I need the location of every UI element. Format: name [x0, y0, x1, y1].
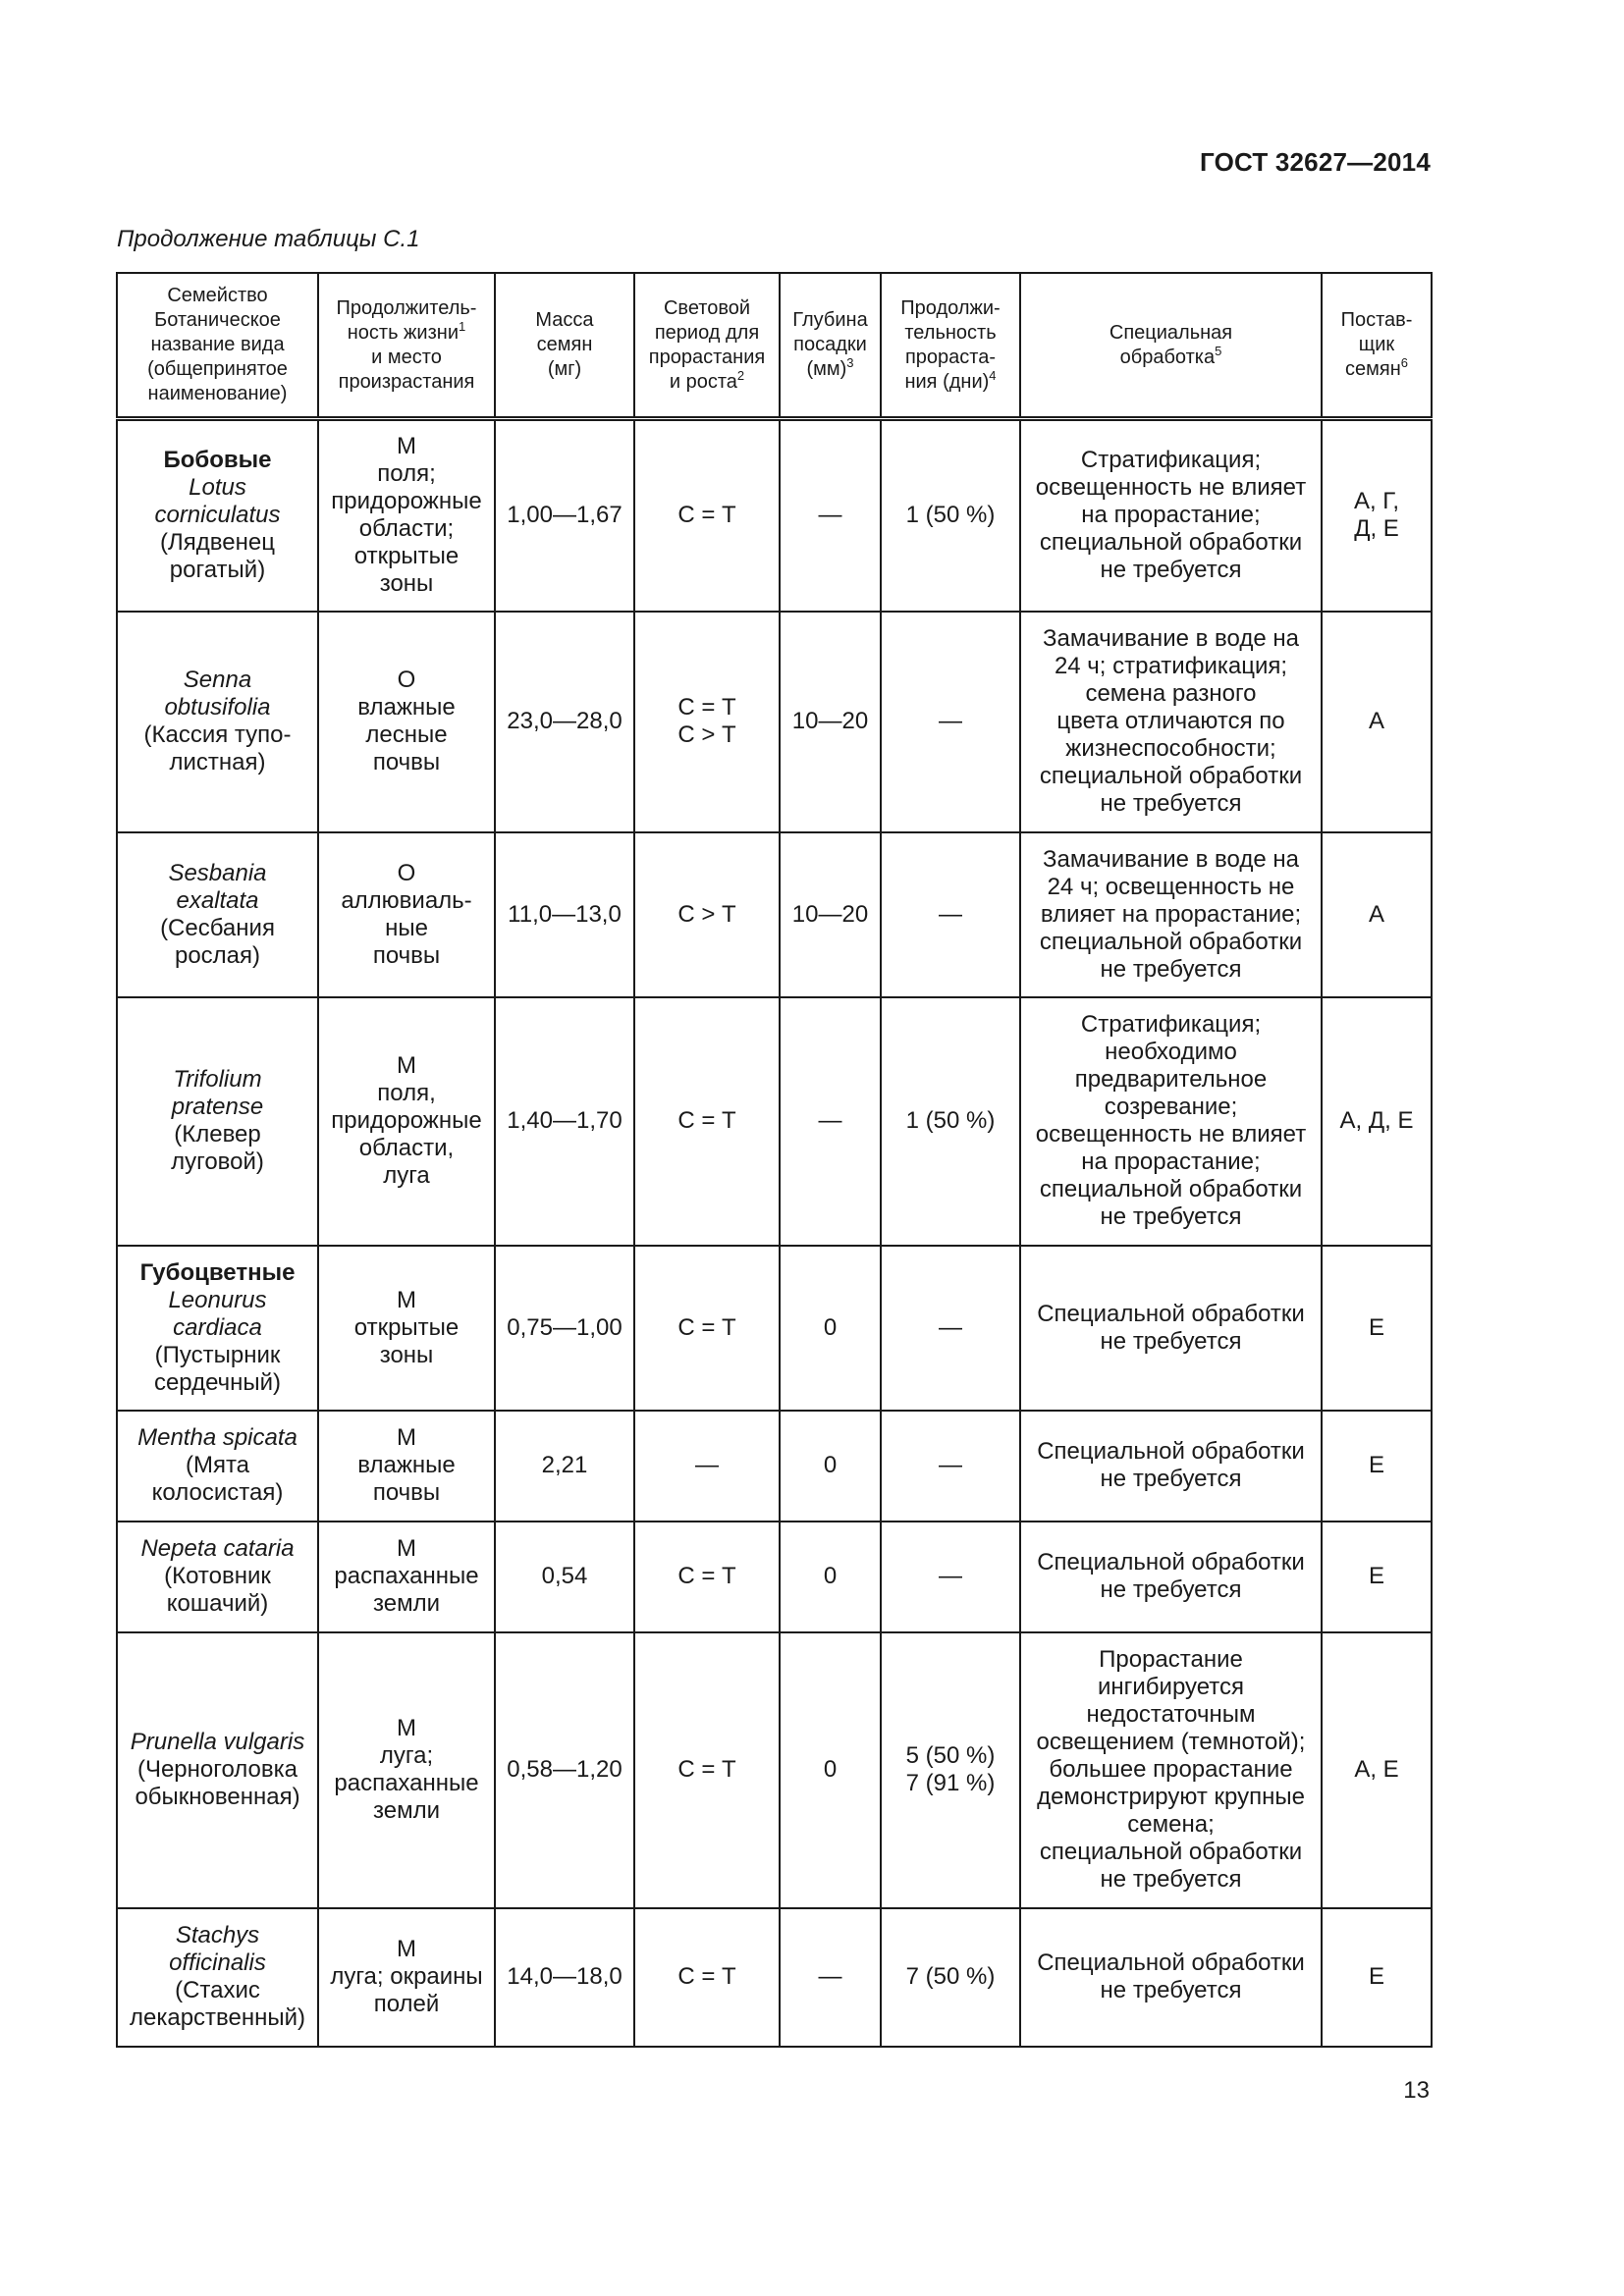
species-cell	[117, 997, 318, 1246]
species-cell	[117, 1246, 318, 1411]
header-text: (мм)	[806, 358, 847, 380]
seed-supplier-cell	[1322, 1246, 1432, 1411]
cell-line: цвета отличаются по	[1056, 708, 1285, 734]
cell-line: колосистая)	[151, 1479, 284, 1506]
cell-line: большее прорастание	[1049, 1756, 1293, 1783]
light-period-cell	[634, 612, 780, 832]
cell-line: на прорастание;	[1081, 1148, 1261, 1175]
cell-line: на прорастание;	[1081, 502, 1261, 529]
cell-line: М	[397, 1052, 416, 1079]
cell-line: сердечный)	[153, 1368, 282, 1396]
cell-line: А	[1368, 708, 1384, 734]
cell-line: не требуется	[1100, 1866, 1242, 1893]
light-period-cell	[634, 1246, 780, 1411]
header-text: и роста	[669, 370, 737, 393]
cell-line: Прорастание	[1099, 1646, 1243, 1673]
special-treatment-cell	[1020, 1411, 1322, 1522]
cell-line: зоны	[379, 1341, 434, 1368]
seed-supplier-cell	[1322, 997, 1432, 1246]
header-line	[786, 333, 874, 357]
header-text: и место	[371, 346, 442, 368]
table-row	[117, 1522, 1432, 1632]
seed-mass-cell: 11,0—13,0	[495, 832, 634, 997]
seed-supplier-cell	[1322, 1908, 1432, 2047]
header-text: щик	[1358, 334, 1395, 355]
life-habitat-cell	[318, 1908, 495, 2047]
germination-duration-cell	[881, 1908, 1020, 2047]
table-header-row	[117, 273, 1432, 419]
cell-line: Замачивание в воде на	[1043, 845, 1299, 873]
cell-line: М	[397, 1286, 416, 1313]
cell-line: рогатый)	[169, 557, 266, 584]
cell-line: демонстрируют крупные	[1037, 1784, 1305, 1810]
planting-depth-cell: —	[780, 997, 881, 1246]
header-text: название вида	[150, 334, 285, 355]
footnote-mark: 5	[1215, 343, 1222, 358]
special-treatment-cell	[1020, 1246, 1322, 1411]
cell-line: Prunella vulgaris	[130, 1729, 305, 1755]
cell-line: А	[1368, 900, 1384, 928]
cell-line: не требуется	[1100, 1576, 1242, 1603]
cell-line: специальной обработки	[1039, 529, 1303, 557]
header-line	[1027, 343, 1315, 370]
header-line	[325, 370, 488, 395]
light-period-cell	[634, 1632, 780, 1908]
cell-line: не требуется	[1100, 1466, 1242, 1492]
cell-line: С = Т	[677, 694, 736, 721]
seed-supplier-cell	[1322, 1632, 1432, 1908]
footnote-mark: 4	[989, 367, 997, 383]
footnote-mark: 1	[459, 318, 466, 334]
special-treatment-cell	[1020, 832, 1322, 997]
cell-line: семена разного	[1085, 680, 1257, 707]
header-line	[502, 333, 627, 357]
seed-mass-cell: 2,21	[495, 1411, 634, 1522]
header-line	[1328, 308, 1425, 333]
planting-depth-cell: 0	[780, 1411, 881, 1522]
seed-mass-cell: 0,75—1,00	[495, 1246, 634, 1411]
cell-line: Специальной обработки	[1037, 1549, 1305, 1575]
header-line	[786, 308, 874, 333]
header-text: ния (дни)	[904, 370, 990, 393]
life-habitat-cell	[318, 1632, 495, 1908]
cell-line: распаханные	[334, 1563, 479, 1589]
life-habitat-cell	[318, 1246, 495, 1411]
header-line	[1027, 321, 1315, 346]
header-species	[117, 273, 318, 419]
footnote-mark: 3	[846, 355, 854, 370]
planting-depth-cell: 0	[780, 1522, 881, 1632]
germination-duration-cell	[881, 1522, 1020, 1632]
cell-line: С = Т	[677, 1563, 736, 1589]
cell-line: С > Т	[677, 900, 736, 928]
header-line	[641, 367, 773, 395]
light-period-cell	[634, 1908, 780, 2047]
cell-line: поля;	[377, 460, 436, 488]
family-name: Бобовые	[163, 447, 272, 474]
cell-line: Е	[1368, 1563, 1384, 1589]
cell-line: кошачий)	[166, 1590, 269, 1617]
cell-line: луга;	[379, 1742, 434, 1769]
header-text: ность жизни	[347, 321, 459, 344]
header-text: Семейство	[167, 285, 268, 306]
cell-line: Стратификация;	[1080, 1011, 1262, 1038]
header-text: прорастания	[648, 346, 766, 368]
cell-line: Trifolium	[173, 1066, 262, 1093]
cell-line: Stachys	[175, 1922, 260, 1949]
cell-line: открытые	[353, 543, 460, 570]
cell-line: 24 ч; освещенность не	[1047, 873, 1295, 900]
germination-duration-cell	[881, 1632, 1020, 1908]
cell-line: жизнеспособности;	[1065, 735, 1276, 762]
cell-line: земли	[373, 1590, 440, 1617]
header-text: обработка	[1119, 346, 1216, 368]
header-text: Глубина	[792, 309, 868, 331]
table-row	[117, 997, 1432, 1246]
cell-line: аллювиаль-	[341, 886, 472, 914]
seed-mass-cell: 0,54	[495, 1522, 634, 1632]
cell-line: 5 (50 %)	[905, 1742, 996, 1769]
header-line	[888, 346, 1013, 370]
planting-depth-cell: 0	[780, 1632, 881, 1908]
light-period-cell	[634, 1522, 780, 1632]
header-text: период для	[654, 321, 760, 344]
cell-line: Д, Е	[1354, 515, 1399, 543]
cell-line: (Клевер	[174, 1121, 261, 1148]
planting-depth-cell: —	[780, 1908, 881, 2047]
species-cell	[117, 832, 318, 997]
cell-line: не требуется	[1100, 1327, 1242, 1355]
cell-line: луга	[383, 1162, 430, 1189]
cell-line: влияет на прорастание;	[1040, 900, 1302, 928]
cell-line: зоны	[379, 570, 434, 598]
cell-line: (Кассия тупо-	[143, 721, 292, 748]
cell-line: —	[939, 1452, 962, 1478]
header-line	[325, 318, 488, 346]
cell-line: не требуется	[1100, 1203, 1242, 1230]
cell-line: не требуется	[1100, 1977, 1242, 2003]
header-line	[641, 296, 773, 321]
cell-line: Специальной обработки	[1037, 1949, 1305, 1976]
cell-line: специальной обработки	[1039, 1176, 1303, 1202]
species-cell	[117, 1632, 318, 1908]
header-text: семян	[1345, 358, 1401, 380]
header-mass	[495, 273, 634, 419]
planting-depth-cell: 0	[780, 1246, 881, 1411]
header-text: Постав-	[1340, 309, 1413, 331]
header-line	[502, 357, 627, 382]
light-period-cell	[634, 419, 780, 612]
cell-line: не требуется	[1100, 790, 1242, 817]
species-cell	[117, 1908, 318, 2047]
cell-line: Е	[1368, 1963, 1384, 1990]
seed-supplier-cell	[1322, 1411, 1432, 1522]
cell-line: луговой)	[171, 1148, 264, 1175]
cell-line: А, Е	[1354, 1756, 1399, 1783]
header-line	[641, 321, 773, 346]
header-light	[634, 273, 780, 419]
cell-line: obtusifolia	[164, 694, 271, 721]
cell-line: exaltata	[176, 886, 259, 914]
cell-line: освещением (темнотой);	[1036, 1729, 1306, 1755]
cell-line: С = Т	[677, 1756, 736, 1783]
special-treatment-cell	[1020, 419, 1322, 612]
seed-supplier-cell	[1322, 612, 1432, 832]
footnote-mark: 6	[1400, 355, 1408, 370]
header-line	[124, 357, 311, 382]
germination-duration-cell	[881, 997, 1020, 1246]
cell-line: cardiaca	[173, 1313, 262, 1341]
cell-line: области;	[358, 515, 455, 543]
cell-line: ингибируется	[1097, 1674, 1245, 1700]
cell-line: 1 (50 %)	[905, 502, 996, 529]
header-life	[318, 273, 495, 419]
life-habitat-cell	[318, 419, 495, 612]
header-line	[888, 321, 1013, 346]
planting-depth-cell: —	[780, 419, 881, 612]
table-row	[117, 1246, 1432, 1411]
cell-line: О	[397, 859, 416, 886]
life-habitat-cell	[318, 612, 495, 832]
cell-line: придорожные	[331, 488, 482, 515]
table-row	[117, 832, 1432, 997]
header-text: произрастания	[338, 370, 475, 393]
seed-mass-cell: 0,58—1,20	[495, 1632, 634, 1908]
cell-line: лесные	[365, 721, 448, 748]
seed-mass-cell: 23,0—28,0	[495, 612, 634, 832]
cell-line: 24 ч; стратификация;	[1054, 653, 1288, 679]
cell-line: Специальной обработки	[1037, 1438, 1305, 1465]
cell-line: (Котовник	[164, 1563, 271, 1589]
species-cell	[117, 612, 318, 832]
header-text: Масса	[535, 309, 594, 331]
header-line	[1328, 333, 1425, 357]
cell-line: поля,	[377, 1080, 436, 1106]
header-line	[124, 284, 311, 308]
cell-line: Замачивание в воде на	[1043, 625, 1299, 652]
light-period-cell	[634, 1411, 780, 1522]
header-text: Ботаническое	[154, 309, 281, 331]
cell-line: Nepeta cataria	[140, 1535, 295, 1562]
cell-line: (Черноголовка	[136, 1756, 298, 1783]
header-line	[888, 367, 1013, 395]
header-text: тельность	[904, 321, 997, 344]
cell-line: —	[939, 1563, 962, 1589]
cell-line: Стратификация;	[1080, 447, 1262, 474]
cell-line: Специальной обработки	[1037, 1300, 1305, 1327]
planting-depth-cell: 10—20	[780, 832, 881, 997]
header-line	[888, 296, 1013, 321]
cell-line: освещенность не влияет	[1035, 474, 1307, 502]
header-line	[124, 308, 311, 333]
header-text: наименование)	[147, 383, 288, 404]
cell-line: С = Т	[677, 1107, 736, 1134]
cell-line: специальной обработки	[1039, 1839, 1303, 1865]
page-number: 13	[1403, 2077, 1430, 2104]
germination-duration-cell	[881, 832, 1020, 997]
cell-line: А, Г,	[1353, 488, 1400, 515]
cell-line: officinalis	[169, 1949, 266, 1976]
cell-line: предварительное	[1074, 1066, 1268, 1093]
cell-line: С = Т	[677, 502, 736, 529]
cell-line: —	[939, 708, 962, 734]
cell-line: Е	[1368, 1452, 1384, 1478]
cell-line: почвы	[372, 749, 441, 775]
table-row	[117, 419, 1432, 612]
cell-line: —	[939, 1313, 962, 1341]
table-row	[117, 1411, 1432, 1522]
cell-line: ные	[385, 914, 428, 941]
family-name: Губоцветные	[139, 1258, 296, 1286]
special-treatment-cell	[1020, 997, 1322, 1246]
species-cell	[117, 419, 318, 612]
cell-line: открытые	[353, 1313, 460, 1341]
seed-mass-cell: 1,00—1,67	[495, 419, 634, 612]
species-cell	[117, 1411, 318, 1522]
footnote-mark: 2	[736, 367, 745, 383]
cell-line: Senna	[183, 667, 252, 693]
seed-table	[116, 272, 1433, 2048]
cell-line: (Стахис	[175, 1977, 260, 2003]
cell-line: освещенность не влияет	[1035, 1121, 1307, 1148]
header-line	[1328, 357, 1425, 382]
cell-line: земли	[373, 1797, 440, 1824]
cell-line: (Пустырник	[154, 1341, 281, 1368]
header-text: Световой	[663, 296, 751, 319]
cell-line: pratense	[171, 1094, 264, 1120]
cell-line: М	[397, 1535, 416, 1562]
header-text: Специальная	[1109, 321, 1233, 344]
header-text: (общепринятое	[147, 358, 288, 380]
cell-line: влажные	[357, 1452, 456, 1478]
cell-line: не требуется	[1100, 557, 1242, 584]
cell-line: С = Т	[677, 1963, 736, 1990]
cell-line: созревание;	[1104, 1094, 1238, 1120]
germination-duration-cell	[881, 419, 1020, 612]
cell-line: обыкновенная)	[135, 1784, 300, 1810]
table-row	[117, 1908, 1432, 2047]
header-text: посадки	[793, 334, 867, 355]
special-treatment-cell	[1020, 612, 1322, 832]
cell-line: Leonurus	[168, 1286, 267, 1313]
cell-line: (Лядвенец	[160, 529, 275, 557]
header-text: прораста-	[904, 346, 997, 368]
cell-line: 1 (50 %)	[905, 1107, 996, 1134]
cell-line: почвы	[372, 941, 441, 969]
cell-line: области,	[358, 1135, 455, 1161]
cell-line: О	[397, 667, 416, 693]
special-treatment-cell	[1020, 1632, 1322, 1908]
species-cell	[117, 1522, 318, 1632]
cell-line: М	[397, 1715, 416, 1741]
cell-line: специальной обработки	[1039, 763, 1303, 789]
cell-line: 7 (91 %)	[905, 1770, 996, 1796]
cell-line: специальной обработки	[1039, 928, 1303, 955]
cell-line: луга; окраины	[330, 1963, 483, 1990]
header-depth	[780, 273, 881, 419]
cell-line: полей	[373, 1991, 440, 2017]
cell-line: М	[397, 1424, 416, 1451]
header-text: (мг)	[547, 358, 582, 380]
cell-line: семена;	[1127, 1811, 1215, 1838]
cell-line: придорожные	[331, 1107, 482, 1134]
cell-line: влажные	[357, 694, 456, 721]
light-period-cell	[634, 997, 780, 1246]
header-text: семян	[536, 334, 593, 355]
header-line	[325, 296, 488, 321]
table-caption: Продолжение таблицы С.1	[117, 226, 420, 252]
cell-line: лекарственный)	[129, 2004, 306, 2031]
header-duration	[881, 273, 1020, 419]
cell-line: Sesbania	[168, 859, 267, 886]
cell-line: рослая)	[174, 941, 261, 969]
cell-line: Mentha spicata	[137, 1424, 298, 1451]
cell-line: М	[397, 433, 416, 460]
cell-line: —	[695, 1452, 719, 1478]
cell-line: (Мята	[185, 1452, 250, 1478]
special-treatment-cell	[1020, 1522, 1322, 1632]
cell-line: —	[939, 900, 962, 928]
special-treatment-cell	[1020, 1908, 1322, 2047]
header-line	[124, 333, 311, 357]
cell-line: Е	[1368, 1313, 1384, 1341]
header-text: Продолжи-	[900, 296, 1001, 319]
light-period-cell	[634, 832, 780, 997]
cell-line: С > Т	[677, 721, 736, 748]
standard-code: ГОСТ 32627—2014	[1200, 147, 1431, 177]
table-row	[117, 612, 1432, 832]
header-text: Продолжитель-	[336, 296, 477, 319]
germination-duration-cell	[881, 1246, 1020, 1411]
cell-line: распаханные	[334, 1770, 479, 1796]
life-habitat-cell	[318, 997, 495, 1246]
seed-supplier-cell	[1322, 832, 1432, 997]
cell-line: С = Т	[677, 1313, 736, 1341]
cell-line: почвы	[372, 1479, 441, 1506]
seed-supplier-cell	[1322, 1522, 1432, 1632]
table-row	[117, 1632, 1432, 1908]
cell-line: corniculatus	[154, 502, 281, 529]
header-line	[641, 346, 773, 370]
germination-duration-cell	[881, 612, 1020, 832]
cell-line: 7 (50 %)	[905, 1963, 996, 1990]
life-habitat-cell	[318, 832, 495, 997]
germination-duration-cell	[881, 1411, 1020, 1522]
cell-line: необходимо	[1105, 1039, 1237, 1065]
seed-supplier-cell	[1322, 419, 1432, 612]
cell-line: М	[397, 1936, 416, 1962]
header-line	[786, 357, 874, 382]
header-line	[502, 308, 627, 333]
cell-line: Lotus	[189, 474, 246, 502]
header-supplier	[1322, 273, 1432, 419]
life-habitat-cell	[318, 1522, 495, 1632]
cell-line: А, Д, Е	[1339, 1107, 1414, 1134]
seed-mass-cell: 1,40—1,70	[495, 997, 634, 1246]
header-treatment	[1020, 273, 1322, 419]
planting-depth-cell: 10—20	[780, 612, 881, 832]
header-line	[325, 346, 488, 370]
cell-line: листная)	[169, 749, 266, 775]
header-line	[124, 382, 311, 406]
cell-line: (Сесбания	[160, 914, 275, 941]
seed-mass-cell: 14,0—18,0	[495, 1908, 634, 2047]
life-habitat-cell	[318, 1411, 495, 1522]
cell-line: недостаточным	[1086, 1701, 1256, 1728]
cell-line: не требуется	[1100, 955, 1242, 983]
